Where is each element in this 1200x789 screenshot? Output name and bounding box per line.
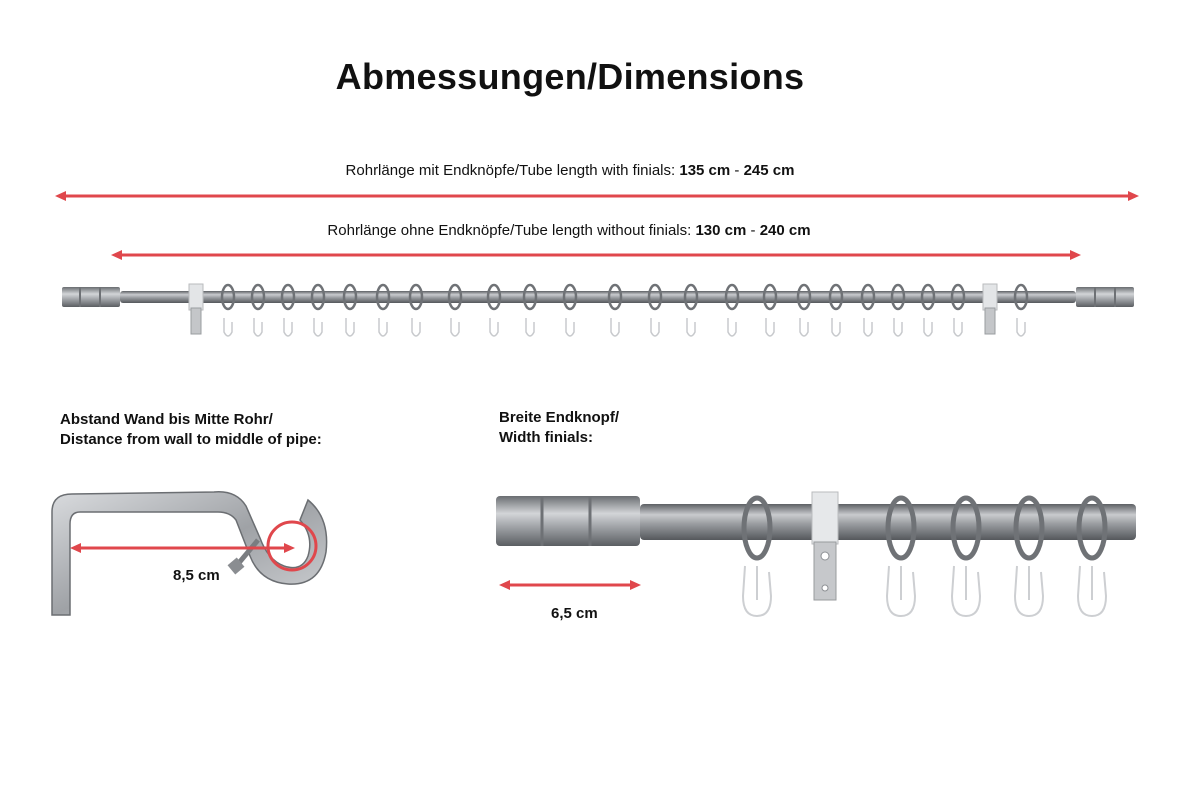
tube-length-label: Rohrlänge ohne Endknöpfe/Tube length without finials: <box>327 222 692 239</box>
finial-width-arrow <box>499 580 641 590</box>
curtain-rod <box>62 284 1134 336</box>
rod-support-right-icon <box>983 284 997 310</box>
finial-width-label-en: Width finials: <box>499 429 594 446</box>
overall-length-arrow <box>55 191 1139 201</box>
tube-length-arrow <box>111 250 1081 260</box>
wall-distance-label-de: Abstand Wand bis Mitte Rohr/ <box>60 411 273 428</box>
wall-distance-label-en: Distance from wall to middle of pipe: <box>60 431 322 448</box>
finial-detail <box>496 492 1136 616</box>
finial-width-label-de: Breite Endknopf/ <box>499 409 620 426</box>
rod-support-left-icon <box>189 284 203 310</box>
wall-distance-caption <box>60 410 322 450</box>
overall-length-label: Rohrlänge mit Endknöpfe/Tube length with finials: <box>345 162 676 179</box>
overall-length-max: 245 cm <box>743 162 795 179</box>
page-title: Abmessungen/Dimensions <box>335 56 805 97</box>
left-finial-icon <box>62 287 120 307</box>
pipe-center-marker <box>268 522 316 570</box>
right-finial-icon <box>1076 287 1134 307</box>
overall-length-min: 135 cm <box>679 162 731 179</box>
tube-length-sep: - <box>750 222 756 239</box>
wall-distance-value: 8,5 cm <box>173 567 220 584</box>
overall-length-sep: - <box>734 162 740 179</box>
finial-width-caption <box>499 408 619 448</box>
finial-icon <box>496 496 640 546</box>
wall-bracket-icon <box>52 492 327 615</box>
rod-support-icon <box>812 492 838 544</box>
finial-width-value: 6,5 cm <box>551 605 598 622</box>
tube-length-max: 240 cm <box>759 222 811 239</box>
tube-length-min: 130 cm <box>695 222 747 239</box>
